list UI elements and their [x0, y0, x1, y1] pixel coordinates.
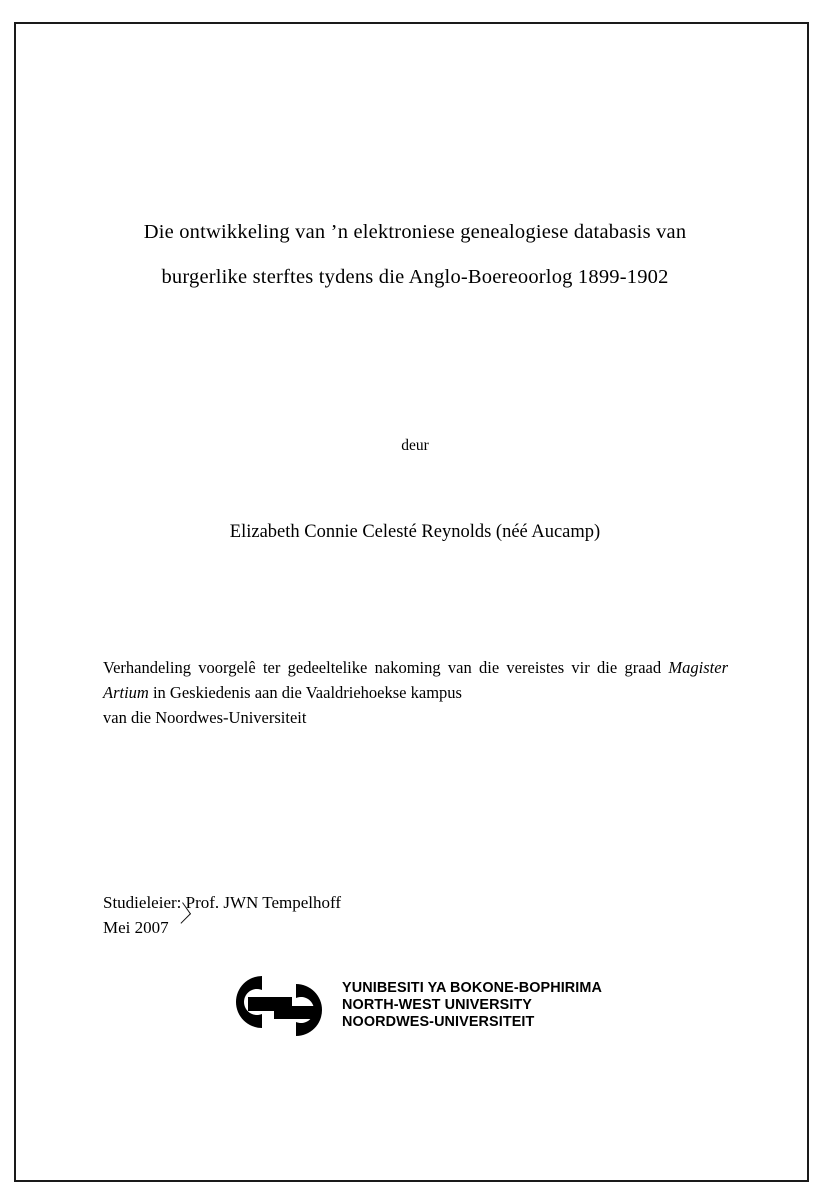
logo-text	[342, 980, 602, 1031]
statement-part-2: in Geskiedenis aan die Vaaldriehoekse kampus	[148, 683, 462, 702]
logo-text-line-2: NORTH-WEST UNIVERSITY	[342, 996, 533, 1013]
date-text: Mei 2007	[103, 918, 169, 937]
degree-statement	[103, 655, 728, 730]
statement-part-3: van die Noordwes-Universiteit	[103, 708, 307, 727]
thesis-title	[100, 210, 730, 300]
author-name: Elizabeth Connie Celesté Reynolds (néé Aucamp)	[229, 522, 601, 542]
logo-text-line-1: YUNIBESITI YA BOKONE-BOPHIRIMA	[342, 979, 602, 996]
supervisor-block	[103, 890, 603, 940]
nwu-emblem-icon	[228, 970, 336, 1040]
title-line-2: burgerlike sterftes tydens die Anglo-Boereoorlog 1899-1902	[161, 266, 669, 288]
degree-statement-paragraph	[103, 655, 728, 705]
logo-inner	[228, 970, 602, 1040]
supervisor-line: Studieleier: Prof. JWN Tempelhoff	[103, 893, 342, 912]
university-logo	[100, 970, 730, 1040]
title-line-1: Die ontwikkeling van ’n elektroniese genealogiese databasis van	[143, 221, 687, 243]
logo-text-line-3: NOORDWES-UNIVERSITEIT	[342, 1013, 535, 1030]
by-label: deur	[401, 437, 429, 454]
date-line	[103, 915, 169, 940]
statement-part-1: Verhandeling voorgelê ter gedeeltelike nakoming van die vereistes vir die graad	[103, 658, 669, 677]
page-content	[100, 60, 730, 1140]
degree-name: Magister Artium	[103, 658, 728, 702]
